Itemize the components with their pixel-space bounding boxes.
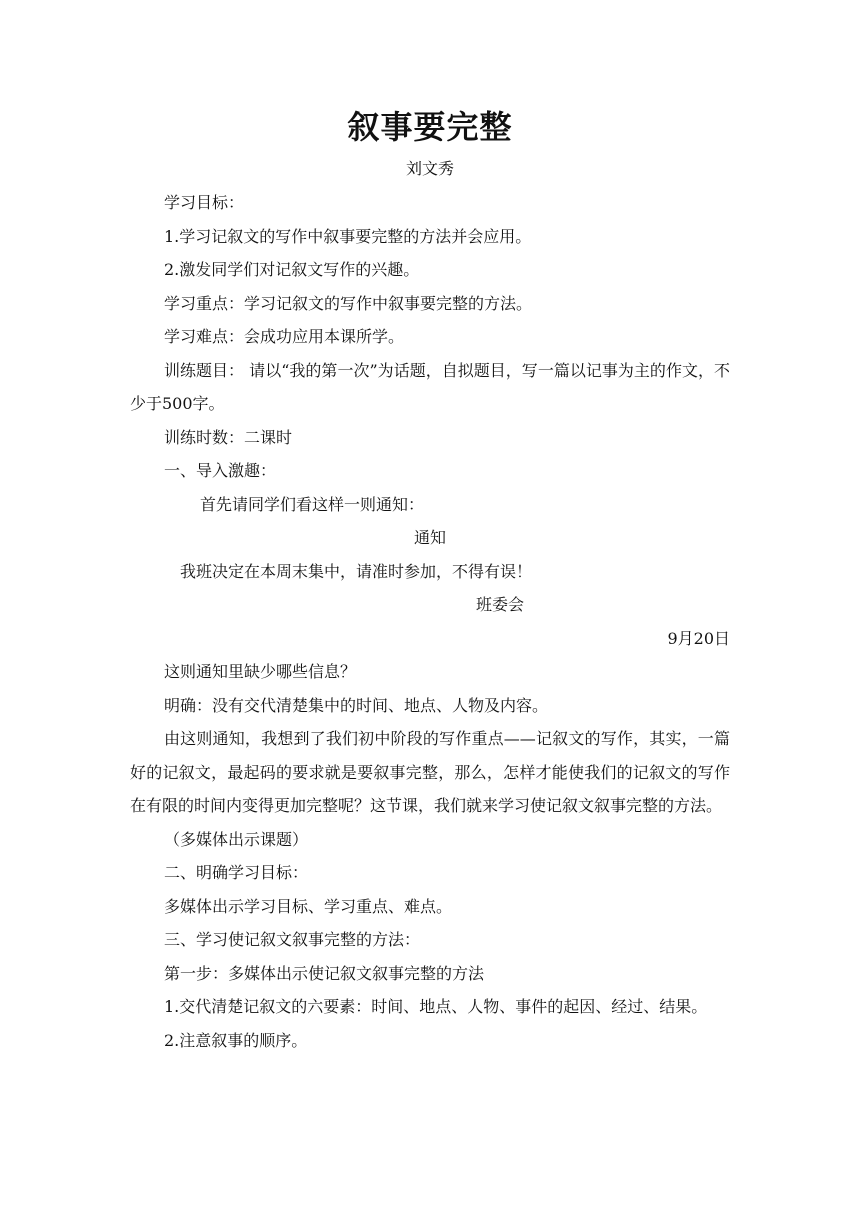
paragraph: 学习难点：会成功应用本课所学。 <box>164 327 405 346</box>
section-heading: 二、明确学习目标： <box>164 863 309 882</box>
document-title: 叙事要完整 <box>347 108 513 146</box>
paragraph: 多媒体出示学习目标、学习重点、难点。 <box>164 896 453 916</box>
notice-body: 我班决定在本周末集中，请准时参加，不得有误！ <box>180 561 533 581</box>
paragraph: 明确：没有交代清楚集中的时间、地点、人物及内容。 <box>164 695 549 715</box>
paragraph: 学习目标： <box>164 193 245 212</box>
paragraph: 学习重点：学习记叙文的写作中叙事要完整的方法。 <box>164 293 533 313</box>
document-page <box>130 100 730 1057</box>
paragraph: 首先请同学们看这样一则通知： <box>200 494 425 514</box>
paragraph: （多媒体出示课题） <box>164 829 309 849</box>
paragraph: 由这则通知，我想到了我们初中阶段的写作重点——记叙文的写作，其实，一篇好的记叙文，最起码的要求就是要叙事完整，那么，怎样才能使我们的记叙文的写作在有限的时间内变得更加完整呢？这节课，我们就来学习使记叙文叙事完整的方法。 <box>130 729 730 815</box>
notice-signature: 班委会 <box>476 595 525 614</box>
notice-title: 通知 <box>413 528 446 547</box>
notice-date: 9月20日 <box>667 628 730 648</box>
paragraph: 训练时数：二课时 <box>164 427 293 447</box>
paragraph: 2.注意叙事的顺序。 <box>164 1030 308 1050</box>
paragraph: 1.交代清楚记叙文的六要素：时间、地点、人物、事件的起因、经过、结果。 <box>164 997 708 1016</box>
paragraph: 训练题目： 请以“我的第一次”为话题，自拟题目，写一篇以记事为主的作文，不少于500字。 <box>130 360 730 413</box>
paragraph: 这则通知里缺少哪些信息？ <box>164 662 357 681</box>
section-heading: 三、学习使记叙文叙事完整的方法： <box>164 930 421 949</box>
paragraph: 1.学习记叙文的写作中叙事要完整的方法并会应用。 <box>164 226 532 246</box>
author-name: 刘文秀 <box>405 159 454 178</box>
paragraph: 第一步：多媒体出示使记叙文叙事完整的方法 <box>164 963 485 983</box>
section-heading: 一、导入激趣： <box>164 461 277 480</box>
paragraph: 2.激发同学们对记叙文写作的兴趣。 <box>164 260 420 279</box>
